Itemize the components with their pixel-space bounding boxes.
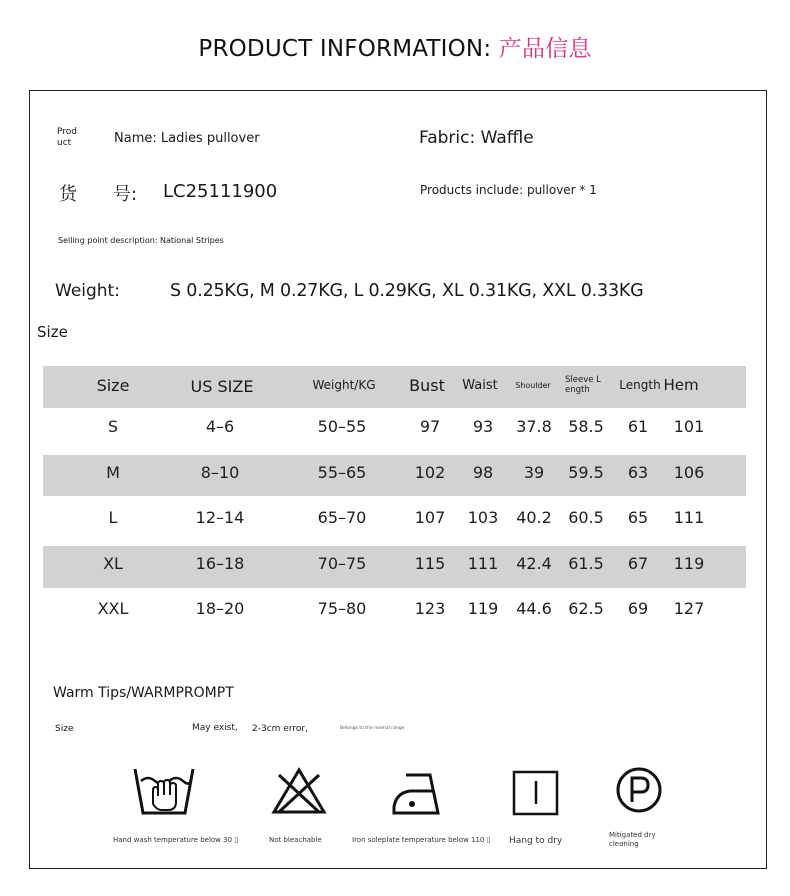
table-cell: 60.5 [568, 508, 604, 527]
caption-not-bleachable: Not bleachable [269, 836, 322, 844]
table-cell: 61.5 [568, 554, 604, 573]
table-cell: 102 [414, 463, 446, 482]
title-chinese: 产品信息 [498, 36, 592, 62]
table-cell: 123 [414, 599, 446, 618]
do-not-bleach-icon [271, 767, 327, 815]
table-cell: 55–65 [317, 463, 367, 482]
item-number: LC25111900 [163, 181, 278, 202]
table-cell: 16–18 [195, 554, 245, 573]
table-cell: 119 [467, 599, 499, 618]
table-cell: 98 [472, 463, 494, 482]
caption-hand-wash: Hand wash temperature below 30 ▯ [113, 836, 239, 844]
header-hem: Hem [663, 376, 699, 394]
iron-icon [392, 771, 444, 817]
tips-size: Size [55, 724, 74, 734]
header-size: Size [96, 376, 130, 395]
table-cell: 12–14 [195, 508, 245, 527]
table-cell: 97 [419, 417, 441, 436]
item-number-label: 货 号: [59, 184, 138, 205]
table-cell: 111 [467, 554, 499, 573]
table-cell: 4–6 [205, 417, 235, 436]
table-cell: 61 [627, 417, 649, 436]
table-cell: 40.2 [516, 508, 552, 527]
caption-dry-clean: Mitigated dry cleaning [609, 831, 656, 848]
warm-tips-title: Warm Tips/WARMPROMPT [53, 685, 234, 701]
table-cell: 44.6 [516, 599, 552, 618]
fabric-info: Fabric: Waffle [419, 128, 534, 148]
table-cell: 67 [627, 554, 649, 573]
table-cell: XXL [97, 599, 129, 618]
tips-error: 2-3cm error, [252, 724, 308, 734]
table-cell: 18–20 [195, 599, 245, 618]
product-label: Prod uct [57, 127, 77, 148]
header-length: Length [619, 378, 661, 392]
table-cell: 59.5 [568, 463, 604, 482]
page-title [0, 30, 790, 63]
tips-normal-range: Belongs to the normal range [340, 726, 405, 731]
selling-point: Selling point description: National Stripes [58, 236, 224, 245]
table-cell: 8–10 [200, 463, 240, 482]
table-cell: 103 [467, 508, 499, 527]
caption-iron: Iron soleplate temperature below 110 ▯ [352, 836, 491, 844]
table-cell: 115 [414, 554, 446, 573]
header-sleeve-length: Sleeve L ength [565, 375, 601, 395]
weight-values: S 0.25KG, M 0.27KG, L 0.29KG, XL 0.31KG, XXL 0.33KG [170, 281, 644, 301]
table-cell: 42.4 [516, 554, 552, 573]
product-name: Name: Ladies pullover [114, 131, 260, 146]
table-cell: 58.5 [568, 417, 604, 436]
hang-dry-icon [512, 770, 560, 816]
header-bust: Bust [409, 376, 445, 395]
table-cell: M [106, 463, 120, 482]
table-cell: 119 [673, 554, 705, 573]
weight-label: Weight: [55, 281, 120, 301]
table-cell: 65 [627, 508, 649, 527]
table-cell: 106 [673, 463, 705, 482]
tips-may-exist: May exist, [192, 723, 238, 733]
table-cell: 69 [627, 599, 649, 618]
table-cell: 37.8 [516, 417, 552, 436]
header-shoulder: Shoulder [515, 381, 551, 390]
table-cell: 111 [673, 508, 705, 527]
table-cell: 63 [627, 463, 649, 482]
table-cell: 75–80 [317, 599, 367, 618]
table-cell: 93 [472, 417, 494, 436]
table-cell: 65–70 [317, 508, 367, 527]
table-cell: 101 [673, 417, 705, 436]
table-cell: 50–55 [317, 417, 367, 436]
table-cell: 127 [673, 599, 705, 618]
header-waist: Waist [462, 378, 498, 393]
table-cell: XL [103, 554, 123, 573]
table-cell: L [108, 508, 118, 527]
header-us-size: US SIZE [190, 377, 254, 396]
title-english: PRODUCT INFORMATION: [198, 36, 492, 62]
caption-hang-dry: Hang to dry [509, 836, 563, 846]
products-include: Products include: pullover * 1 [420, 183, 597, 197]
table-cell: 62.5 [568, 599, 604, 618]
dry-clean-p-icon [615, 766, 663, 814]
table-cell: 39 [523, 463, 545, 482]
header-weight: Weight/KG [312, 378, 376, 392]
table-cell: 70–75 [317, 554, 367, 573]
hand-wash-icon [133, 766, 195, 818]
size-label: Size [37, 323, 68, 341]
table-cell: S [107, 417, 119, 436]
table-cell: 107 [414, 508, 446, 527]
